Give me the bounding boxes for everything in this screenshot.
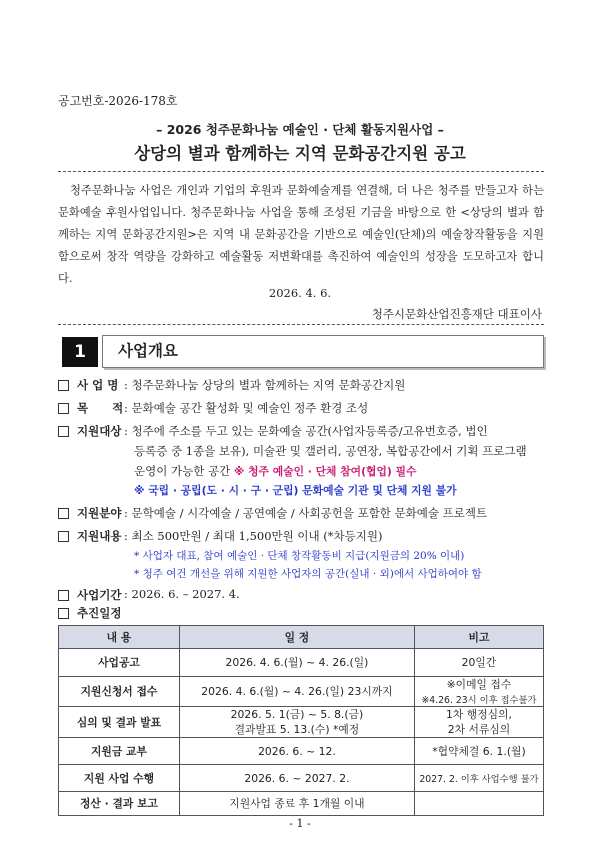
checkbox-icon [58,590,69,601]
item-project-name [58,377,118,393]
checkbox-icon [58,508,69,519]
table-row [59,707,544,738]
item-label: 지원대상 [77,424,122,438]
column-header: 비고 [414,626,543,649]
item-label: 사업기간 [77,588,122,602]
column-header: 내 용 [59,626,180,649]
schedule-note-line: 1차 행정심의, [446,708,512,721]
schedule-item: 지원금 교부 [59,738,180,765]
schedule-date [179,707,414,738]
schedule-note [414,677,543,707]
table-row [59,677,544,707]
schedule-date: 2026. 4. 6.(월) ~ 4. 26.(일) [179,649,414,677]
item-period [58,587,121,603]
schedule-note: *협약체결 6. 1.(월) [414,738,543,765]
schedule-note-line: 2차 서류심의 [447,723,511,736]
item-value: 등록증 중 1종을 보유), 미술관 및 갤러리, 공연장, 복합공간에서 기획 프로그램 [134,444,527,458]
content-footnote: * 사업자 대표, 참여 예술인 · 단체 창작활동비 지급(지원금의 20% 이내) [134,550,465,562]
schedule-date: 2026. 6. ~ 12. [179,738,414,765]
target-note-required: ※ 청주 예술인 · 단체 참여(협업) 필수 [233,465,417,478]
content-footnote: * 청주 여건 개선을 위해 지원한 사업자의 공간(실내 · 외)에서 사업하여야 함 [134,568,482,580]
divider-bottom [58,324,544,325]
item-value: : 2026. 6. – 2027. 4. [124,587,240,601]
table-header-row [59,626,544,649]
schedule-date-line: 결과발표 5. 13.(수) *예정 [234,723,360,736]
schedule-date: 지원사업 종료 후 1개월 이내 [179,792,414,816]
schedule-note-line: ※4.26. 23시 이후 접수불가 [421,695,537,706]
item-label: 추진일정 [77,606,122,620]
schedule-date: 2026. 4. 6.(월) ~ 4. 26.(일) 23시까지 [179,677,414,707]
schedule-item: 심의 및 결과 발표 [59,707,180,738]
target-note-excluded: ※ 국립 · 공립(도 · 시 · 구 · 군립) 문화예술 기관 및 단체 지원 불가 [134,484,457,497]
section-number: 1 [62,337,98,367]
schedule-table [58,625,544,816]
checkbox-icon [58,380,69,391]
item-field [58,505,121,521]
schedule-date-line: 2026. 5. 1(금) ~ 5. 8.(금) [230,708,364,721]
item-value: : 문화예술 공간 활성화 및 예술인 정주 환경 조성 [124,401,369,415]
item-schedule [58,605,121,621]
table-row [59,792,544,816]
checkbox-icon [58,426,69,437]
schedule-item: 지원신청서 접수 [59,677,180,707]
item-value: : 청주에 주소를 두고 있는 문화예술 공간(사업자등록증/고유번호증, 법인 [124,424,488,438]
item-value: : 문학예술 / 시각예술 / 공연예술 / 사회공헌을 포함한 문화예술 프로젝트 [124,506,488,520]
item-value [134,463,416,479]
announcement-date: 2026. 4. 6. [268,286,332,300]
column-header: 일 정 [179,626,414,649]
item-value-text: 운영이 가능한 공간 [134,464,231,478]
table-row [59,765,544,792]
item-value: : 청주문화나눔 상당의 별과 함께하는 지역 문화공간지원 [124,378,406,392]
checkbox-icon [58,403,69,414]
schedule-item: 사업공고 [59,649,180,677]
item-label: 사 업 명 [77,378,119,392]
schedule-note: 2027. 2. 이후 사업수행 불가 [414,765,543,792]
page-number: - 1 - [289,817,311,830]
intro-paragraph: 청주문화나눔 사업은 개인과 기업의 후원과 문화예술계를 연결해, 더 나은 청주를 만들고자 하는 문화예술 후원사업입니다. 청주문화나눔 사업을 통해 조성된 기금을 바탕으로 한 <상당의 별과 함께하는 지역 문화공간지원>은 지역 내 문화공간을 기반으로 예술인(단체)의 예술창작활동을 지원함으로써 창작 역량을 강화하고 예술활동 저변확대를 촉진하여 예술인의 성장을 도모하고자 합니다. [58,184,544,285]
section-title: 사업개요 [118,342,178,360]
notice-number: 공고번호-2026-178호 [58,94,178,108]
schedule-item: 정산 · 결과 보고 [59,792,180,816]
divider-top [58,171,544,172]
schedule-note [414,707,543,738]
item-purpose [58,400,123,416]
item-label: 목 적 [77,401,124,415]
item-label: 지원내용 [77,529,122,543]
schedule-date: 2026. 6. ~ 2027. 2. [179,765,414,792]
schedule-note-line: ※이메일 접수 [446,678,512,691]
item-label: 지원분야 [77,506,122,520]
item-target [58,423,121,439]
schedule-note [414,792,543,816]
subtitle: – 2026 청주문화나눔 예술인 · 단체 활동지원사업 – [156,122,444,137]
checkbox-icon [58,531,69,542]
table-row [59,738,544,765]
page-title: 상당의 별과 함께하는 지역 문화공간지원 공고 [134,144,466,163]
item-value: : 최소 500만원 / 최대 1,500만원 이내 (*차등지원) [124,529,383,543]
schedule-item: 지원 사업 수행 [59,765,180,792]
checkbox-icon [58,608,69,619]
organization: 청주시문화산업진흥재단 대표이사 [371,307,542,321]
schedule-note: 20일간 [414,649,543,677]
table-row [59,649,544,677]
item-content [58,528,121,544]
